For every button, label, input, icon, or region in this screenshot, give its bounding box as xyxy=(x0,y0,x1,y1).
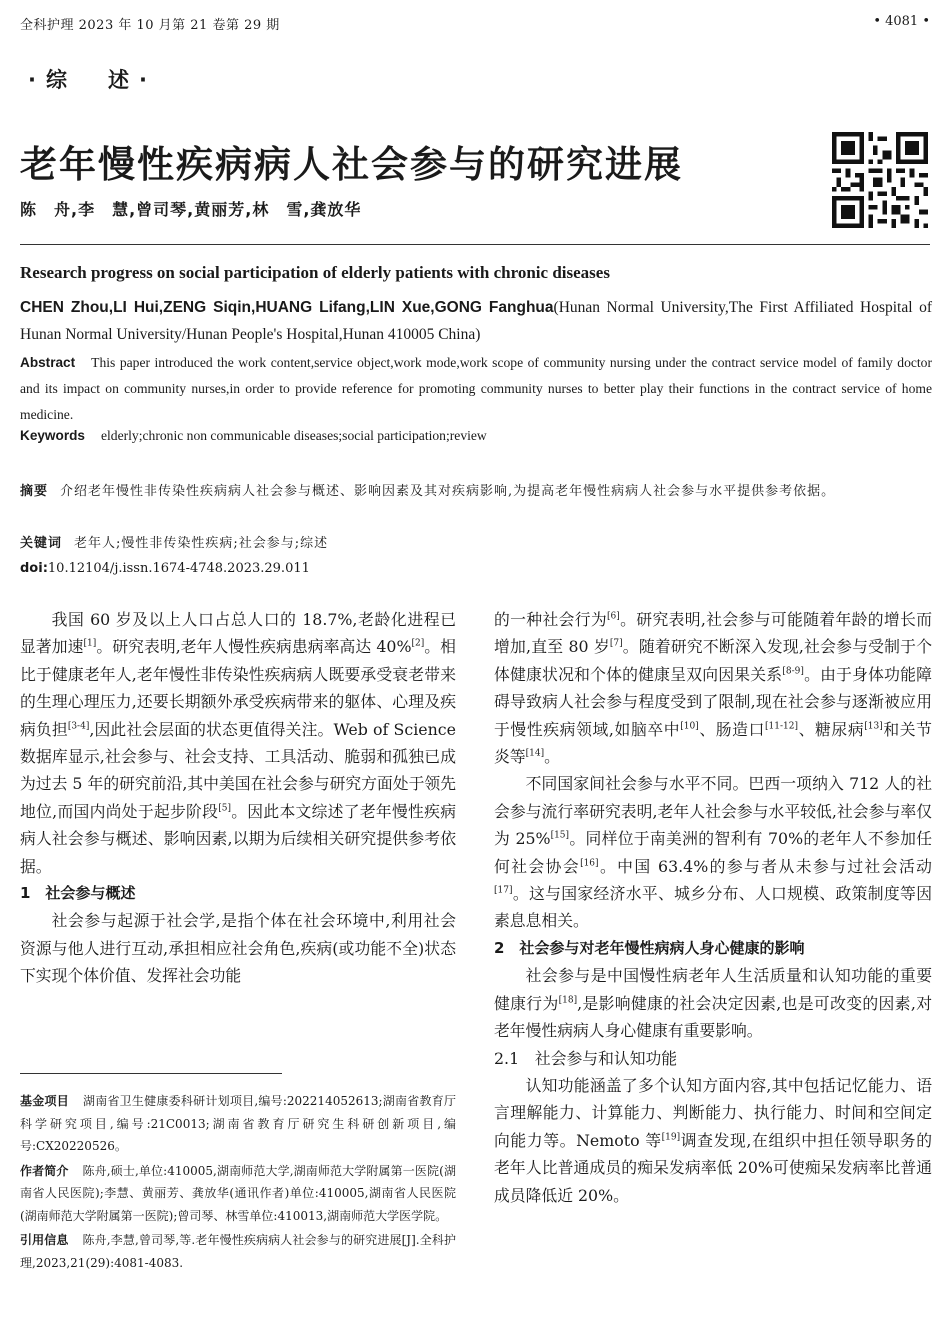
citation-ref[interactable]: [15] xyxy=(550,830,570,841)
journal-issue: 全科护理 2023 年 10 月第 21 卷第 29 期 xyxy=(20,18,280,33)
footnote-divider xyxy=(20,1073,282,1074)
abstract-text: This paper introduced the work content,service object,work mode,work scope of community nursing under the contract service model of family doctor and its impact on community nurses,in order to provide reference for promoting community nurses to better play their functions in the contract service of home medicine. xyxy=(20,355,932,422)
citation-ref[interactable]: [17] xyxy=(494,885,513,896)
chinese-keywords xyxy=(20,532,932,551)
section-tag: ·综 述· xyxy=(28,68,157,92)
doi-line xyxy=(20,561,310,576)
fund-note: 基金项目 湖南省卫生健康委科研计划项目,编号:202214052613;湖南省教育厅科学研究项目,编号:21C0013;湖南省教育厅研究生科研创新项目,编号:CX20220526。 xyxy=(20,1094,456,1153)
citation-ref[interactable]: [2] xyxy=(411,639,425,650)
english-author-names: CHEN Zhou,LI Hui,ZENG Siqin,HUANG Lifang,LIN Xue,GONG Fanghua xyxy=(20,299,554,316)
citation-ref[interactable]: [16] xyxy=(580,858,599,869)
keywords-label: Keywords xyxy=(20,428,85,443)
section-heading-2: 2 社会参与对老年慢性病病人身心健康的影响 xyxy=(494,938,805,957)
keywords-text: elderly;chronic non communicable diseases;social participation;review xyxy=(100,428,487,443)
footnotes xyxy=(20,1090,456,1276)
section-1-paragraph: 社会参与起源于社会学,是指个体在社会环境中,利用社会资源与他人进行互动,承担相应社会角色,疾病(或功能不全)状态下实现个体价值、发挥社会功能 xyxy=(20,911,456,986)
section-2-paragraph: 社会参与是中国慢性病老年人生活质量和认知功能的重要健康行为[18],是影响健康的社会决定因素,也是可改变的因素,对老年慢性病病人身心健康有重要影响。 xyxy=(494,966,932,1041)
body-column-right xyxy=(494,606,932,1209)
english-affiliation: (Hunan Normal University,The First Affiliated Hospital of Hunan Normal University/Hunan People's Hospital,Hunan 410005 China) xyxy=(20,299,933,343)
citation-ref[interactable]: [19] xyxy=(661,1132,681,1143)
cn-keywords-text: 老年人;慢性非传染性疾病;社会参与;综述 xyxy=(74,536,329,551)
citation-ref[interactable]: [18] xyxy=(558,995,578,1006)
page-title: 老年慢性疾病病人社会参与的研究进展 xyxy=(20,143,683,186)
section-heading-1: 1 社会参与概述 xyxy=(20,884,136,903)
continued-paragraph: 的一种社会行为[6]。研究表明,社会参与可能随着年龄的增长而增加,直至 80 岁[7]。随着研究不断深入发现,社会参与受制于个体健康状况和个体的健康呈双向因果关系[8-9]。由于身体功能障碍导致病人社会参与程度受到了限制,现在社会参与逐渐被应用于慢性疾病领域,如脑卒中[10]、肠造口[11-12]、糖尿病[13]和关节炎等[14]。 xyxy=(494,610,932,767)
doi-link[interactable]: 10.12104/j.issn.1674-4748.2023.29.011 xyxy=(47,561,310,576)
citation-ref[interactable]: [3-4] xyxy=(67,721,90,732)
chinese-abstract xyxy=(20,480,932,504)
doi-label: doi: xyxy=(20,561,48,576)
intro-paragraph: 我国 60 岁及以上人口占总人口的 18.7%,老龄化进程已显著加速[1]。研究表明,老年人慢性疾病患病率高达 40%[2]。相比于健康老年人,老年慢性非传染性疾病病人既要承受衰老带来的生理心理压力,还要长期额外承受疾病带来的躯体、心理及疾病负担[3-4],因此社会层面的状态更值得关注。Web of Science 数据库显示,社会参与、社会支持、工具活动、脆弱和孤独已成为过去 5 年的研究前沿,其中美国在社会参与研究方面处于领先地位,而国内尚处于起步阶段[5]。因此本文综述了老年慢性疾病病人社会参与概述、影响因素,以期为后续相关研究提供参考依据。 xyxy=(20,610,456,876)
citation-ref[interactable]: [6] xyxy=(607,611,620,622)
citation-ref[interactable]: [8-9] xyxy=(782,666,804,677)
subsection-heading-2-1: 2.1 社会参与和认知功能 xyxy=(494,1048,678,1068)
citation-ref[interactable]: [5] xyxy=(218,803,231,814)
citation-ref[interactable]: [13] xyxy=(864,721,883,732)
cn-abstract-text: 介绍老年慢性非传染性疾病病人社会参与概述、影响因素及其对疾病影响,为提高老年慢性病病人社会参与水平提供参考依据。 xyxy=(60,484,836,499)
english-abstract xyxy=(20,350,932,428)
citation-ref[interactable]: [10] xyxy=(680,721,699,732)
english-keywords xyxy=(20,428,932,444)
citation-ref[interactable]: [1] xyxy=(83,639,97,650)
body-column-left xyxy=(20,606,456,990)
citation-note: 引用信息 陈舟,李慧,曾司琴,等.老年慢性疾病病人社会参与的研究进展[J].全科护理,2023,21(29):4081-4083. xyxy=(20,1233,456,1270)
citation-ref[interactable]: [14] xyxy=(525,748,545,759)
page-number: • 4081 • xyxy=(873,14,930,29)
header-divider xyxy=(20,244,930,245)
author-list: 陈 舟,李 慧,曾司琴,黄丽芳,林 雪,龚放华 xyxy=(20,200,362,219)
abstract-label: Abstract xyxy=(20,355,76,370)
english-title: Research progress on social participation of elderly patients with chronic diseases xyxy=(20,263,610,282)
cn-keywords-label: 关键词 xyxy=(20,536,63,551)
author-note: 作者简介 陈舟,硕士,单位:410005,湖南师范大学,湖南师范大学附属第一医院(湖南省人民医院);李慧、黄丽芳、龚放华(通讯作者)单位:410005,湖南省人民医院(湖南师范大学附属第一医院);曾司琴、林雪单位:410013,湖南师范大学医学院。 xyxy=(20,1163,456,1223)
cn-abstract-label: 摘要 xyxy=(20,484,49,499)
citation-ref[interactable]: [7] xyxy=(609,639,623,650)
qr-code-icon xyxy=(832,132,928,228)
cognitive-function-paragraph: 认知功能涵盖了多个认知方面内容,其中包括记忆能力、语言理解能力、计算能力、判断能力、执行能力、时间和空间定向能力等。Nemoto 等[19]调查发现,在组织中担任领导职务的老年人比普通成员的痴呆发病率低 20%可使痴呆发病率比普通成员降低近 20%。 xyxy=(494,1075,932,1205)
english-authors xyxy=(20,294,932,348)
citation-ref[interactable]: [11-12] xyxy=(764,721,798,732)
country-comparison-paragraph: 不同国家间社会参与水平不同。巴西一项纳入 712 人的社会参与流行率研究表明,老年人社会参与水平较低,社会参与率仅为 25%[15]。同样位于南美洲的智利有 70%的老年人不参加任何社会协会[16]。中国 63.4%的参与者从未参与过社会活动[17]。这与国家经济水平、城乡分布、人口规模、政策制度等因素息息相关。 xyxy=(494,774,932,931)
